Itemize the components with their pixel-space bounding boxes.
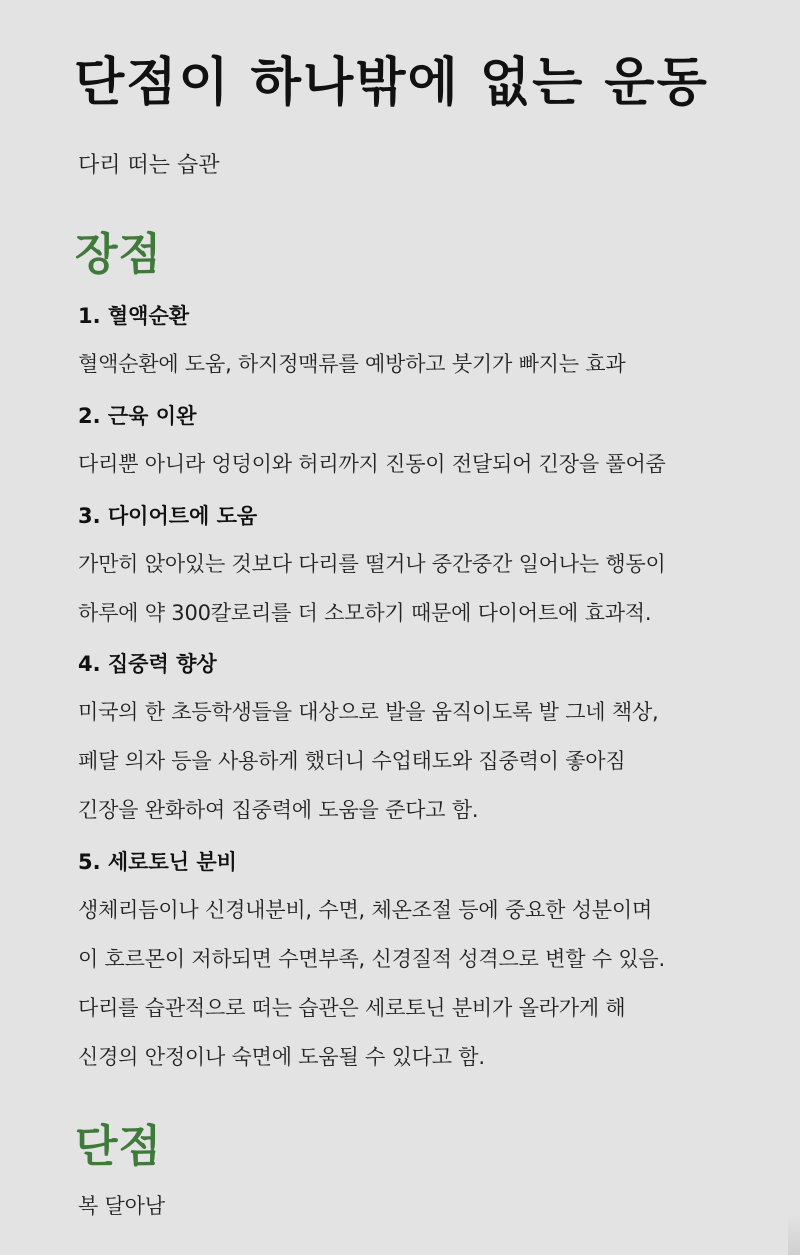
pro-item-3-heading: 3. 다이어트에 도움 <box>78 504 258 528</box>
pro-item-1-heading: 1. 혈액순환 <box>78 304 190 328</box>
pro-item-1-line-1: 혈액순환에 도움, 하지정맥류를 예방하고 붓기가 빠지는 효과 <box>78 352 626 376</box>
pro-item-2-line-1: 다리뿐 아니라 엉덩이와 허리까지 진동이 전달되어 긴장을 풀어줌 <box>78 452 666 476</box>
pro-item-4-line-1: 미국의 한 초등학생들을 대상으로 발을 움직이도록 발 그네 책상, <box>78 700 659 724</box>
pro-item-2-heading: 2. 근육 이완 <box>78 404 197 428</box>
pros-heading: 장점 <box>75 229 163 280</box>
cons-text: 복 달아남 <box>78 1194 165 1218</box>
pro-item-5-line-1: 생체리듬이나 신경내분비, 수면, 체온조절 등에 중요한 성분이며 <box>78 898 653 922</box>
pro-item-4-heading: 4. 집중력 향상 <box>78 652 217 676</box>
pro-item-4-line-3: 긴장을 완화하여 집중력에 도움을 준다고 함. <box>78 798 479 822</box>
pro-item-5-line-2: 이 호르몬이 저하되면 수면부족, 신경질적 성격으로 변할 수 있음. <box>78 947 665 971</box>
pro-item-3-line-2: 하루에 약 300칼로리를 더 소모하기 때문에 다이어트에 효과적. <box>78 601 652 625</box>
pro-item-3-line-1: 가만히 앉아있는 것보다 다리를 떨거나 중간중간 일어나는 행동이 <box>78 552 666 576</box>
pro-item-5-line-3: 다리를 습관적으로 떠는 습관은 세로토닌 분비가 올라가게 해 <box>78 996 626 1020</box>
cons-heading: 단점 <box>75 1121 163 1172</box>
pro-item-4-line-2: 페달 의자 등을 사용하게 했더니 수업태도와 집중력이 좋아짐 <box>78 749 626 773</box>
page-subtitle: 다리 떠는 습관 <box>78 153 220 178</box>
page-title: 단점이 하나밖에 없는 운동 <box>74 53 709 113</box>
scroll-edge <box>788 1215 800 1255</box>
pro-item-5-line-4: 신경의 안정이나 숙면에 도움될 수 있다고 함. <box>78 1045 485 1069</box>
pro-item-5-heading: 5. 세로토닌 분비 <box>78 850 237 874</box>
